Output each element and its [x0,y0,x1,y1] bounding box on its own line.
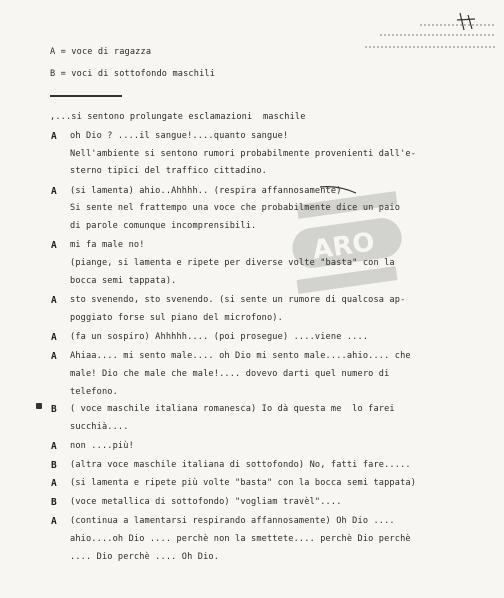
speaker-marker: A [51,441,57,452]
speaker-marker: A [51,131,57,142]
text-line: .... Dio perchè .... Oh Dio. [70,552,220,562]
text-line: male! Dio che male che male!.... dovevo darti quel numero di [70,369,390,379]
text-line: (si lamenta) ahio..Ahhhh.. (respira affannosamente) [70,186,342,196]
text-line: Si sente nel frattempo una voce che probabilmente dice un paio [70,203,401,213]
text-line: ahio....oh Dio .... perchè non la smettete.... perchè Dio perchè [70,534,411,544]
text-line: ( voce maschile italiana romanesca) Io dà questa me lo farei [70,404,395,414]
text-line: (si lamenta e ripete più volte "basta" con la bocca semi tappata) [70,478,417,488]
speaker-marker: A [51,516,57,527]
speaker-marker: A [51,478,57,489]
text-line: (voce metallica di sottofondo) "vogliam travèl".... [70,497,342,507]
speaker-marker: B [51,404,57,415]
speaker-marker: B [51,460,57,471]
text-line: di parole comunque incomprensibili. [70,221,257,231]
svg-text:ARO: ARO [310,227,377,266]
speaker-marker: A [51,351,57,362]
speaker-marker: A [51,295,57,306]
legend-a: A = voce di ragazza [50,47,152,57]
speaker-marker: A [51,240,57,251]
text-line: poggiato forse sul piano del microfono). [70,313,283,323]
speaker-marker: B [51,497,57,508]
text-line: (piange, si lamenta e ripete per diverse volte "basta" con la [70,258,395,268]
text-line: Ahiaa.... mi sento male.... oh Dio mi sento male....ahio.... che [70,351,411,361]
text-line: sto svenendo, sto svenendo. (si sente un rumore di qualcosa ap- [70,295,406,305]
text-line: (continua a lamentarsi respirando affannosamente) Oh Dio .... [70,516,395,526]
speaker-marker: A [51,332,57,343]
text-line: bocca semi tappata). [70,276,177,286]
text-line: mi fa male no! [70,240,145,250]
text-line: succhià.... [70,422,129,432]
speaker-marker: A [51,186,57,197]
text-line: sterno tipici del traffico cittadino. [70,166,267,176]
bullet-mark-icon [36,403,42,409]
text-line: ,...si sentono prolungate esclamazioni maschile [50,112,306,122]
text-line: (fa un sospiro) Ahhhhh.... (poi prosegue) ....viene .... [70,332,369,342]
text-line: oh Dio ? ....il sangue!....quanto sangue! [70,131,289,141]
text-line: non ....più! [70,441,134,451]
text-line: (altra voce maschile italiana di sottofondo) No, fatti fare..... [70,460,411,470]
divider [50,95,122,97]
corner-marks-icon [360,5,500,60]
text-line: Nell'ambiente si sentono rumori probabilmente provenienti dall'e- [70,149,417,159]
legend-b: B = voci di sottofondo maschili [50,69,216,79]
text-line: telefono. [70,387,118,397]
